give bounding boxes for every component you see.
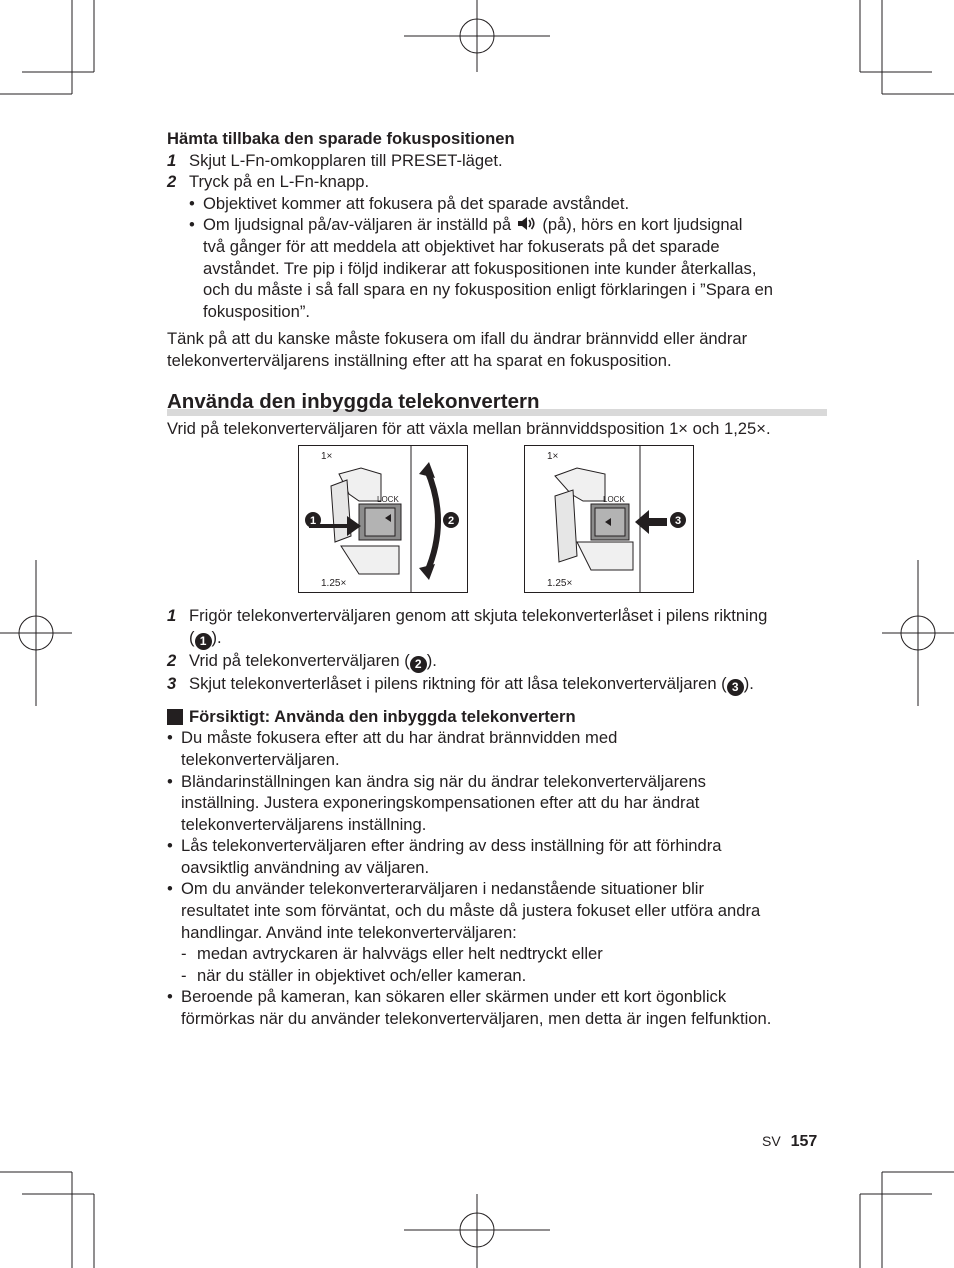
retrieve-note: Tänk på att du kanske måste fokusera om ifall du ändrar brännvidd eller ändrar telekonverterväljarens inställning efter att ha sparat en fokusposition.	[167, 329, 748, 370]
dash-item: - när du ställer in objektivet och/eller kameran.	[181, 965, 527, 985]
figure-label-lock: LOCK	[377, 495, 399, 505]
figure-lock	[524, 445, 694, 593]
list-item: • Objektivet kommer att fokusera på det sparade avståndet.	[189, 193, 630, 213]
tele-intro: Vrid på telekonverterväljaren för att växla mellan brännviddsposition 1× och 1,25×.	[167, 418, 771, 438]
figures	[167, 445, 827, 605]
list-item: • Om ljudsignal på/av-väljaren är inställd på (på), hörs en kort ljudsignal två gånger för att meddela att objektivet har fokuserats på det sparade avståndet. Tre pip i följd indikerar att fokuspositionen inte kunder återkallas, och du måste i så fall spara en ny fokusposition enligt förklaringen i ”Spara en fokusposition”.	[189, 215, 774, 321]
section-heading: Använda den inbyggda telekonvertern	[167, 389, 540, 413]
figure-label-1x: 1×	[547, 451, 559, 463]
figure-label-125x: 1.25×	[547, 578, 573, 590]
retrieve-step-1: 1 Skjut L-Fn-omkopplaren till PRESET-läget.	[167, 150, 503, 170]
figure-label-lock: LOCK	[603, 495, 625, 505]
tele-step-3: 3 Skjut telekonverterlåset i pilens riktning för att låsa telekonverterväljaren ( 3 ).	[167, 673, 754, 694]
tele-step-1: 1 Frigör telekonverterväljaren genom att skjuta telekonverterlåset i pilens riktning ( 1 ).	[167, 606, 768, 648]
dash-item: - medan avtryckaren är halvvägs eller helt nedtryckt eller	[181, 944, 603, 964]
tele-step-2: 2 Vrid på telekonverterväljaren ( 2 ).	[167, 650, 437, 671]
list-item: • Lås telekonverterväljaren efter ändring av dess inställning för att förhindra oavsiktlig användning av väljaren.	[167, 836, 722, 877]
caution-square-icon	[167, 709, 183, 725]
figure-marker-2: 2	[447, 515, 455, 528]
list-item: • Du måste fokusera efter att du har ändrat brännvidden med telekonverterväljaren.	[167, 728, 618, 769]
figure-label-125x: 1.25×	[321, 578, 347, 590]
language-code: SV	[762, 1133, 781, 1149]
speaker-icon	[516, 215, 538, 232]
page-content	[167, 128, 827, 1030]
retrieve-step-2: 2 Tryck på en L-Fn-knapp.	[167, 172, 370, 192]
figure-marker-1: 1	[309, 515, 317, 528]
page-number: 157	[790, 1133, 818, 1150]
list-item: • Bländarinställningen kan ändra sig när du ändrar telekonverterväljarens inställning. Justera exponeringskompensationen efter att du har ändrat telekonverterväljarens inställning.	[167, 771, 706, 834]
figure-unlock-rotate	[298, 445, 468, 593]
page-footer	[762, 1133, 817, 1151]
list-item: • Beroende på kameran, kan sökaren eller skärmen under ett kort ögonblick förmörkas när du använder telekonverterväljaren, men detta är ingen felfunktion.	[167, 987, 772, 1029]
figure-marker-3: 3	[674, 515, 682, 528]
step-marker: 1	[195, 633, 212, 650]
figure-label-1x: 1×	[321, 451, 333, 463]
retrieve-heading: Hämta tillbaka den sparade fokuspositionen	[167, 129, 515, 148]
caution-heading: Försiktigt: Använda den inbyggda telekonvertern	[167, 706, 827, 728]
list-item: • Om du använder telekonverterarväljaren i nedanstående situationer blir resultatet inte som förväntat, och du måste då justera fokuset eller utföra andra handlingar. Använd inte telekonverterväljaren:	[167, 879, 761, 942]
step-marker: 2	[410, 656, 427, 673]
step-marker: 3	[727, 679, 744, 696]
